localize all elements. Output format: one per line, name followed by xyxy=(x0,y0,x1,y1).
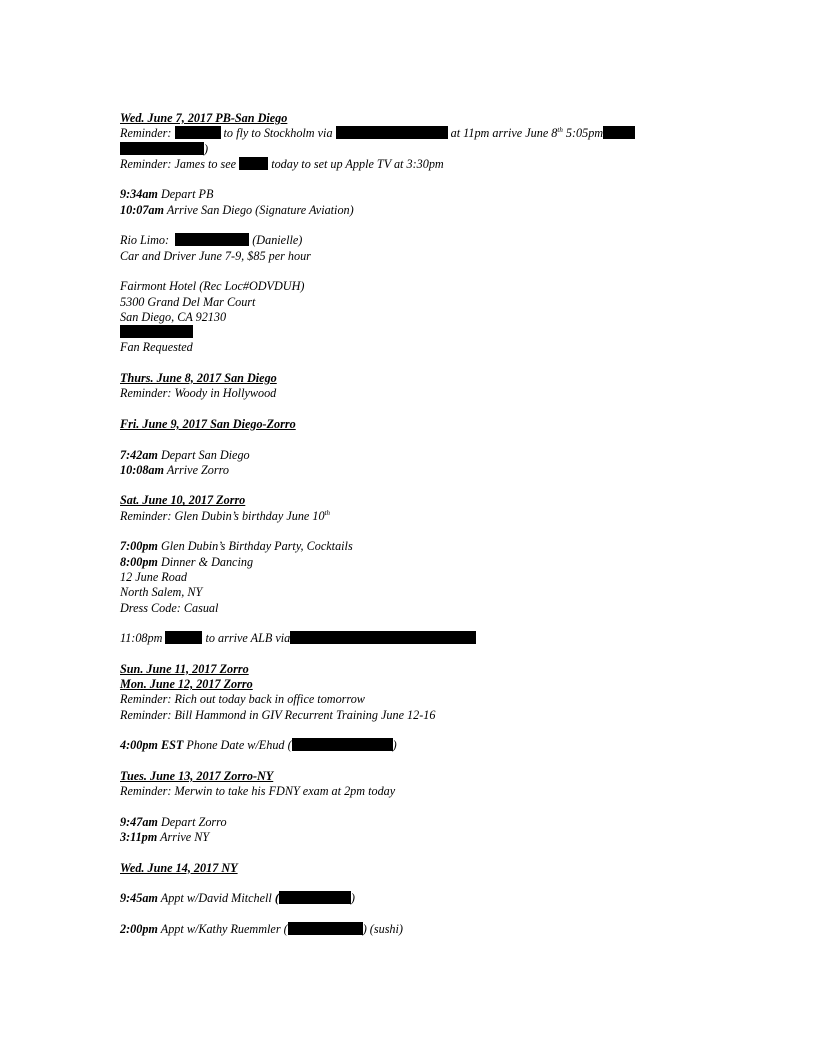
ordinal-suffix: th xyxy=(324,508,331,517)
reminder-stockholm-flight xyxy=(120,126,720,141)
event-time: 9:45am xyxy=(120,891,158,906)
redaction-block xyxy=(292,738,393,751)
opening-paren: ( xyxy=(274,891,279,906)
limo-label: Rio Limo: xyxy=(120,233,170,248)
phone-date-entry xyxy=(120,738,720,753)
event-time: 10:07am xyxy=(120,202,165,217)
day-header-june-7: Wed. June 7, 2017 PB-San Diego xyxy=(120,111,288,125)
redaction-block xyxy=(175,126,221,139)
event-time: 7:42am xyxy=(120,447,158,462)
event-text: Appt w/Kathy Ruemmler ( xyxy=(160,921,288,936)
event-time: 11:08pm xyxy=(120,631,163,646)
reminder-bill-hammond: Reminder: Bill Hammond in GIV Recurrent Training June 12-16 xyxy=(120,707,436,722)
event-text: Depart PB xyxy=(160,187,214,202)
day-header-june-9: Fri. June 9, 2017 San Diego-Zorro xyxy=(120,416,296,431)
departure-entry xyxy=(120,448,720,463)
limo-entry xyxy=(120,233,720,248)
venue-address-line1: 12 June Road xyxy=(120,569,188,584)
event-time: 7:00pm xyxy=(120,539,158,554)
event-text: Arrive San Diego (Signature Aviation) xyxy=(166,202,354,217)
reminder-rich: Reminder: Rich out today back in office tomorrow xyxy=(120,692,365,707)
event-note: ) (sushi) xyxy=(362,921,403,936)
hotel-phone-redacted xyxy=(120,325,720,340)
reminder-label: Reminder: xyxy=(120,126,172,141)
reminder-text: to fly to Stockholm via xyxy=(223,126,333,141)
reminder-continuation xyxy=(120,142,720,157)
appointment-entry xyxy=(120,891,720,906)
arrival-entry xyxy=(120,463,720,478)
event-time: 9:47am xyxy=(120,814,158,829)
itinerary-document xyxy=(120,111,720,937)
reminder-text: at 11pm arrive June 8 xyxy=(450,126,558,141)
redaction-block xyxy=(336,126,448,139)
departure-entry xyxy=(120,815,720,830)
closing-paren: ) xyxy=(204,141,209,156)
departure-entry xyxy=(120,187,720,202)
appointment-entry xyxy=(120,922,720,937)
reminder-woody: Reminder: Woody in Hollywood xyxy=(120,386,277,401)
day-header-june-11: Sun. June 11, 2017 Zorro xyxy=(120,661,249,676)
event-time: 2:00pm xyxy=(120,921,158,936)
event-time: 10:08am xyxy=(120,462,165,477)
closing-paren: ) xyxy=(350,891,355,906)
reminder-text: Reminder: James to see xyxy=(120,156,237,171)
hotel-name: Fairmont Hotel (Rec Loc#ODVDUH) xyxy=(120,279,305,294)
closing-paren: ) xyxy=(392,738,397,753)
event-time: 4:00pm EST xyxy=(120,738,184,753)
redaction-block xyxy=(120,325,193,338)
redaction-block xyxy=(288,922,363,935)
reminder-text: today to set up Apple TV at 3:30pm xyxy=(271,156,444,171)
event-text: Appt w/David Mitchell xyxy=(160,891,272,906)
venue-address-line2: North Salem, NY xyxy=(120,585,203,600)
arrival-entry xyxy=(120,203,720,218)
reminder-text: Reminder: Glen Dubin’s birthday June 10 xyxy=(120,508,325,523)
arrival-time: 5:05pm xyxy=(565,126,604,141)
redaction-block xyxy=(239,157,268,170)
hotel-note: Fan Requested xyxy=(120,340,193,355)
car-service-note: Car and Driver June 7-9, $85 per hour xyxy=(120,248,311,263)
dinner-entry xyxy=(120,555,720,570)
party-entry xyxy=(120,539,720,554)
day-header-june-10: Sat. June 10, 2017 Zorro xyxy=(120,493,246,508)
hotel-city: San Diego, CA 92130 xyxy=(120,309,227,324)
reminder-merwin: Reminder: Merwin to take his FDNY exam at 2pm today xyxy=(120,784,396,799)
event-text: Glen Dubin’s Birthday Party, Cocktails xyxy=(160,539,353,554)
redaction-block xyxy=(279,891,351,904)
hotel-street: 5300 Grand Del Mar Court xyxy=(120,294,256,309)
event-time: 8:00pm xyxy=(120,554,158,569)
event-text: Arrive NY xyxy=(160,829,210,844)
dress-code: Dress Code: Casual xyxy=(120,600,219,615)
redaction-block xyxy=(120,142,204,155)
redaction-block xyxy=(165,631,202,644)
event-text: Arrive Zorro xyxy=(166,462,230,477)
reminder-apple-tv xyxy=(120,157,720,172)
redaction-block xyxy=(175,233,249,246)
day-header-june-13: Tues. June 13, 2017 Zorro-NY xyxy=(120,768,274,783)
event-time: 9:34am xyxy=(120,187,158,202)
event-text: to arrive ALB via xyxy=(205,631,291,646)
arrival-entry xyxy=(120,830,720,845)
day-header-june-12: Mon. June 12, 2017 Zorro xyxy=(120,676,253,691)
redaction-block xyxy=(603,126,635,139)
redaction-block xyxy=(290,631,476,644)
event-text: Dinner & Dancing xyxy=(160,554,254,569)
event-text: Depart Zorro xyxy=(160,814,227,829)
ordinal-suffix: th xyxy=(557,126,563,135)
event-text: Phone Date w/Ehud ( xyxy=(186,738,292,753)
reminder-birthday xyxy=(120,509,720,524)
flight-entry xyxy=(120,631,720,646)
day-header-june-14: Wed. June 14, 2017 NY xyxy=(120,860,238,875)
limo-contact: (Danielle) xyxy=(252,233,303,248)
event-text: Depart San Diego xyxy=(160,447,250,462)
day-header-june-8: Thurs. June 8, 2017 San Diego xyxy=(120,371,277,386)
event-time: 3:11pm xyxy=(120,829,158,844)
